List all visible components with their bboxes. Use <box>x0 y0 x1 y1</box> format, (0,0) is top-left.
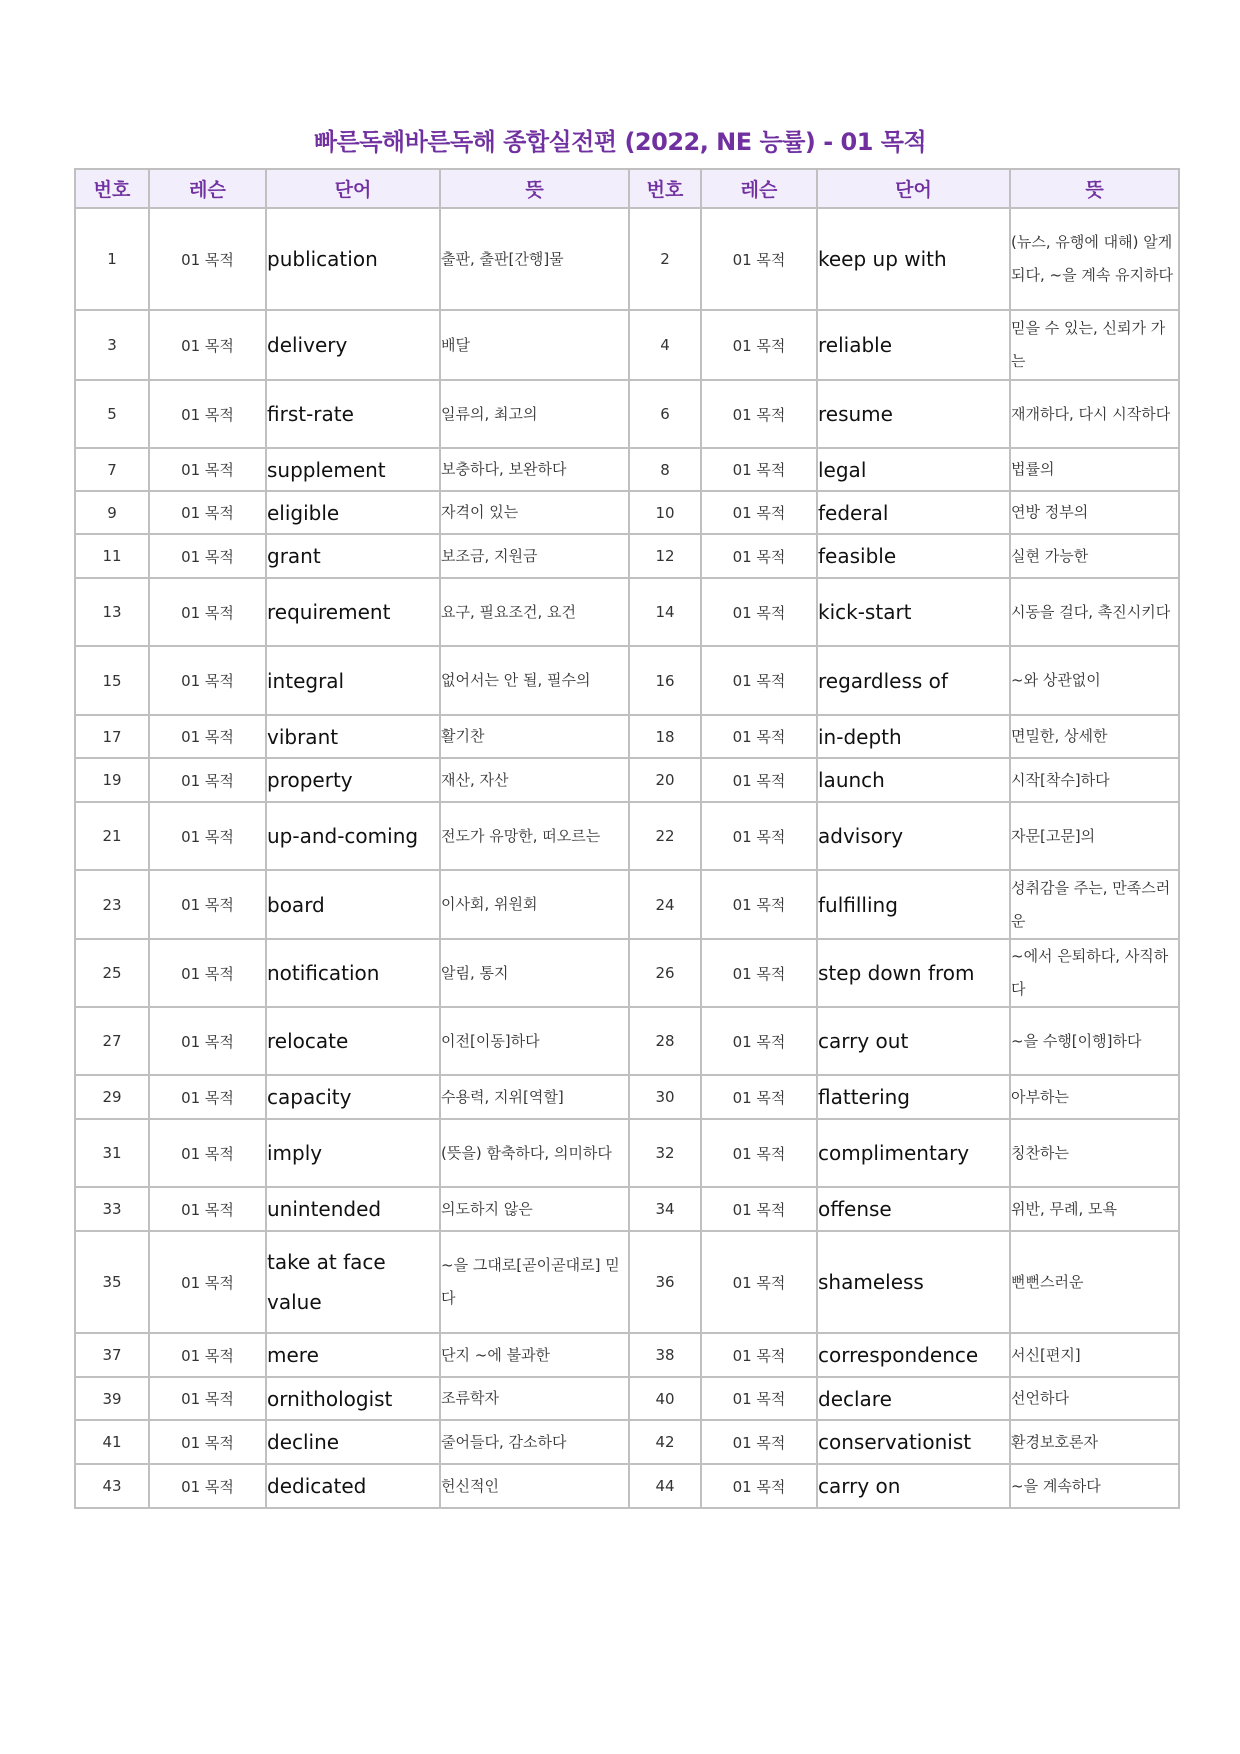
cell-number: 15 <box>75 646 149 715</box>
cell-meaning: 헌신적인 <box>440 1464 629 1508</box>
cell-meaning: ~을 수행[이행]하다 <box>1010 1007 1179 1075</box>
cell-number: 7 <box>75 448 149 491</box>
cell-meaning: 줄어들다, 감소하다 <box>440 1420 629 1464</box>
cell-number: 37 <box>75 1333 149 1377</box>
table-row <box>75 1377 1179 1420</box>
table-row <box>75 534 1179 578</box>
table-row <box>75 310 1179 380</box>
cell-word: complimentary <box>817 1119 1010 1187</box>
cell-meaning: 실현 가능한 <box>1010 534 1179 578</box>
cell-number: 6 <box>629 380 701 448</box>
table-row <box>75 802 1179 870</box>
cell-lesson: 01 목적 <box>701 578 817 646</box>
table-row <box>75 870 1179 939</box>
cell-meaning: 없어서는 안 될, 필수의 <box>440 646 629 715</box>
cell-number: 2 <box>629 208 701 310</box>
cell-meaning: ~에서 은퇴하다, 사직하다 <box>1010 939 1179 1007</box>
cell-number: 23 <box>75 870 149 939</box>
table-row <box>75 758 1179 802</box>
header-lesson: 레슨 <box>701 169 817 208</box>
cell-word: property <box>266 758 440 802</box>
table-row <box>75 939 1179 1007</box>
cell-number: 27 <box>75 1007 149 1075</box>
cell-word: fulfilling <box>817 870 1010 939</box>
cell-lesson: 01 목적 <box>149 870 266 939</box>
cell-number: 19 <box>75 758 149 802</box>
cell-lesson: 01 목적 <box>149 534 266 578</box>
cell-lesson: 01 목적 <box>149 1464 266 1508</box>
cell-word: dedicated <box>266 1464 440 1508</box>
cell-number: 1 <box>75 208 149 310</box>
cell-word: first-rate <box>266 380 440 448</box>
cell-word: carry out <box>817 1007 1010 1075</box>
cell-word: in-depth <box>817 715 1010 758</box>
cell-meaning: (뉴스, 유행에 대해) 알게 되다, ~을 계속 유지하다 <box>1010 208 1179 310</box>
cell-meaning: 의도하지 않은 <box>440 1187 629 1231</box>
cell-lesson: 01 목적 <box>149 1231 266 1333</box>
cell-meaning: 믿을 수 있는, 신뢰가 가는 <box>1010 310 1179 380</box>
cell-lesson: 01 목적 <box>149 1187 266 1231</box>
cell-lesson: 01 목적 <box>149 646 266 715</box>
cell-meaning: 위반, 무례, 모욕 <box>1010 1187 1179 1231</box>
cell-lesson: 01 목적 <box>701 1420 817 1464</box>
cell-lesson: 01 목적 <box>701 939 817 1007</box>
cell-meaning: 출판, 출판[간행]물 <box>440 208 629 310</box>
cell-lesson: 01 목적 <box>701 310 817 380</box>
cell-lesson: 01 목적 <box>701 491 817 534</box>
cell-meaning: 활기찬 <box>440 715 629 758</box>
cell-word: kick-start <box>817 578 1010 646</box>
cell-lesson: 01 목적 <box>149 758 266 802</box>
cell-meaning: 재산, 자산 <box>440 758 629 802</box>
cell-meaning: 알림, 통지 <box>440 939 629 1007</box>
table-row <box>75 1075 1179 1119</box>
cell-meaning: 환경보호론자 <box>1010 1420 1179 1464</box>
cell-word: up-and-coming <box>266 802 440 870</box>
cell-lesson: 01 목적 <box>149 1119 266 1187</box>
cell-number: 18 <box>629 715 701 758</box>
cell-word: correspondence <box>817 1333 1010 1377</box>
cell-lesson: 01 목적 <box>149 578 266 646</box>
cell-meaning: 시작[착수]하다 <box>1010 758 1179 802</box>
cell-meaning: 단지 ~에 불과한 <box>440 1333 629 1377</box>
table-row <box>75 1231 1179 1333</box>
table-body <box>75 208 1179 1508</box>
page-title: 빠른독해바른독해 종합실전편 (2022, NE 능률) - 01 목적 <box>313 128 927 156</box>
cell-word: publication <box>266 208 440 310</box>
cell-number: 14 <box>629 578 701 646</box>
cell-lesson: 01 목적 <box>701 1464 817 1508</box>
cell-meaning: ~와 상관없이 <box>1010 646 1179 715</box>
cell-lesson: 01 목적 <box>149 1333 266 1377</box>
cell-number: 44 <box>629 1464 701 1508</box>
cell-meaning: 조류학자 <box>440 1377 629 1420</box>
cell-number: 38 <box>629 1333 701 1377</box>
header-meaning: 뜻 <box>1010 169 1179 208</box>
cell-lesson: 01 목적 <box>701 1075 817 1119</box>
table-row <box>75 491 1179 534</box>
cell-number: 40 <box>629 1377 701 1420</box>
cell-word: conservationist <box>817 1420 1010 1464</box>
cell-meaning: ~을 계속하다 <box>1010 1464 1179 1508</box>
cell-meaning: 이사회, 위원회 <box>440 870 629 939</box>
cell-word: vibrant <box>266 715 440 758</box>
cell-word: grant <box>266 534 440 578</box>
cell-lesson: 01 목적 <box>149 208 266 310</box>
cell-meaning: 면밀한, 상세한 <box>1010 715 1179 758</box>
cell-word: unintended <box>266 1187 440 1231</box>
cell-lesson: 01 목적 <box>701 534 817 578</box>
cell-meaning: 전도가 유망한, 떠오르는 <box>440 802 629 870</box>
table-row <box>75 208 1179 310</box>
cell-number: 22 <box>629 802 701 870</box>
cell-meaning: 뻔뻔스러운 <box>1010 1231 1179 1333</box>
cell-meaning: 서신[편지] <box>1010 1333 1179 1377</box>
cell-lesson: 01 목적 <box>701 758 817 802</box>
cell-meaning: 재개하다, 다시 시작하다 <box>1010 380 1179 448</box>
cell-lesson: 01 목적 <box>149 310 266 380</box>
cell-meaning: 요구, 필요조건, 요건 <box>440 578 629 646</box>
cell-number: 11 <box>75 534 149 578</box>
cell-number: 41 <box>75 1420 149 1464</box>
table-row <box>75 1420 1179 1464</box>
cell-number: 24 <box>629 870 701 939</box>
cell-number: 5 <box>75 380 149 448</box>
cell-word: ornithologist <box>266 1377 440 1420</box>
cell-word: keep up with <box>817 208 1010 310</box>
cell-meaning: 수용력, 지위[역할] <box>440 1075 629 1119</box>
table-row <box>75 578 1179 646</box>
cell-number: 39 <box>75 1377 149 1420</box>
table-header-row <box>75 169 1179 208</box>
cell-number: 9 <box>75 491 149 534</box>
cell-number: 32 <box>629 1119 701 1187</box>
cell-word: mere <box>266 1333 440 1377</box>
cell-lesson: 01 목적 <box>701 646 817 715</box>
cell-number: 42 <box>629 1420 701 1464</box>
table-row <box>75 448 1179 491</box>
cell-word: take at face value <box>266 1231 440 1333</box>
cell-meaning: 연방 정부의 <box>1010 491 1179 534</box>
cell-meaning: (뜻을) 함축하다, 의미하다 <box>440 1119 629 1187</box>
cell-number: 4 <box>629 310 701 380</box>
cell-number: 35 <box>75 1231 149 1333</box>
cell-word: integral <box>266 646 440 715</box>
cell-lesson: 01 목적 <box>701 1231 817 1333</box>
cell-number: 10 <box>629 491 701 534</box>
cell-lesson: 01 목적 <box>701 1333 817 1377</box>
cell-word: board <box>266 870 440 939</box>
header-meaning: 뜻 <box>440 169 629 208</box>
cell-lesson: 01 목적 <box>701 1119 817 1187</box>
cell-lesson: 01 목적 <box>701 802 817 870</box>
table-row <box>75 1007 1179 1075</box>
cell-number: 21 <box>75 802 149 870</box>
cell-word: legal <box>817 448 1010 491</box>
cell-word: reliable <box>817 310 1010 380</box>
cell-word: relocate <box>266 1007 440 1075</box>
cell-lesson: 01 목적 <box>149 491 266 534</box>
table-row <box>75 646 1179 715</box>
table-row <box>75 380 1179 448</box>
cell-meaning: 아부하는 <box>1010 1075 1179 1119</box>
cell-meaning: 자격이 있는 <box>440 491 629 534</box>
cell-word: regardless of <box>817 646 1010 715</box>
cell-word: offense <box>817 1187 1010 1231</box>
cell-lesson: 01 목적 <box>701 1007 817 1075</box>
cell-meaning: 일류의, 최고의 <box>440 380 629 448</box>
cell-word: supplement <box>266 448 440 491</box>
cell-lesson: 01 목적 <box>701 208 817 310</box>
cell-lesson: 01 목적 <box>149 939 266 1007</box>
cell-lesson: 01 목적 <box>149 1075 266 1119</box>
cell-number: 25 <box>75 939 149 1007</box>
cell-word: delivery <box>266 310 440 380</box>
cell-word: resume <box>817 380 1010 448</box>
cell-number: 31 <box>75 1119 149 1187</box>
table-row <box>75 1464 1179 1508</box>
cell-lesson: 01 목적 <box>149 380 266 448</box>
table-row <box>75 1119 1179 1187</box>
table-row <box>75 1187 1179 1231</box>
cell-number: 26 <box>629 939 701 1007</box>
cell-meaning: 시동을 걸다, 촉진시키다 <box>1010 578 1179 646</box>
cell-meaning: 칭찬하는 <box>1010 1119 1179 1187</box>
cell-word: capacity <box>266 1075 440 1119</box>
cell-word: carry on <box>817 1464 1010 1508</box>
cell-word: step down from <box>817 939 1010 1007</box>
cell-lesson: 01 목적 <box>149 715 266 758</box>
cell-meaning: 보충하다, 보완하다 <box>440 448 629 491</box>
header-number: 번호 <box>75 169 149 208</box>
cell-number: 8 <box>629 448 701 491</box>
cell-word: requirement <box>266 578 440 646</box>
cell-lesson: 01 목적 <box>701 380 817 448</box>
header-word: 단어 <box>266 169 440 208</box>
cell-lesson: 01 목적 <box>701 870 817 939</box>
cell-lesson: 01 목적 <box>701 715 817 758</box>
cell-meaning: ~을 그대로[곧이곧대로] 믿다 <box>440 1231 629 1333</box>
cell-number: 12 <box>629 534 701 578</box>
header-word: 단어 <box>817 169 1010 208</box>
cell-lesson: 01 목적 <box>149 802 266 870</box>
cell-word: shameless <box>817 1231 1010 1333</box>
header-lesson: 레슨 <box>149 169 266 208</box>
cell-word: declare <box>817 1377 1010 1420</box>
cell-lesson: 01 목적 <box>149 448 266 491</box>
cell-word: launch <box>817 758 1010 802</box>
header-number: 번호 <box>629 169 701 208</box>
cell-lesson: 01 목적 <box>149 1377 266 1420</box>
cell-word: advisory <box>817 802 1010 870</box>
cell-meaning: 성취감을 주는, 만족스러운 <box>1010 870 1179 939</box>
cell-number: 16 <box>629 646 701 715</box>
cell-number: 17 <box>75 715 149 758</box>
cell-lesson: 01 목적 <box>149 1007 266 1075</box>
cell-meaning: 자문[고문]의 <box>1010 802 1179 870</box>
cell-word: flattering <box>817 1075 1010 1119</box>
cell-lesson: 01 목적 <box>701 1187 817 1231</box>
cell-number: 33 <box>75 1187 149 1231</box>
cell-number: 30 <box>629 1075 701 1119</box>
cell-word: feasible <box>817 534 1010 578</box>
vocabulary-table <box>74 168 1180 1509</box>
cell-word: decline <box>266 1420 440 1464</box>
cell-meaning: 배달 <box>440 310 629 380</box>
cell-number: 34 <box>629 1187 701 1231</box>
cell-word: federal <box>817 491 1010 534</box>
cell-lesson: 01 목적 <box>701 1377 817 1420</box>
cell-number: 36 <box>629 1231 701 1333</box>
cell-number: 29 <box>75 1075 149 1119</box>
cell-number: 20 <box>629 758 701 802</box>
cell-lesson: 01 목적 <box>701 448 817 491</box>
cell-lesson: 01 목적 <box>149 1420 266 1464</box>
cell-meaning: 이전[이동]하다 <box>440 1007 629 1075</box>
cell-number: 3 <box>75 310 149 380</box>
cell-meaning: 보조금, 지원금 <box>440 534 629 578</box>
cell-number: 28 <box>629 1007 701 1075</box>
cell-word: imply <box>266 1119 440 1187</box>
table-row <box>75 1333 1179 1377</box>
table-row <box>75 715 1179 758</box>
cell-meaning: 선언하다 <box>1010 1377 1179 1420</box>
cell-number: 43 <box>75 1464 149 1508</box>
cell-word: eligible <box>266 491 440 534</box>
cell-word: notification <box>266 939 440 1007</box>
cell-number: 13 <box>75 578 149 646</box>
cell-meaning: 법률의 <box>1010 448 1179 491</box>
